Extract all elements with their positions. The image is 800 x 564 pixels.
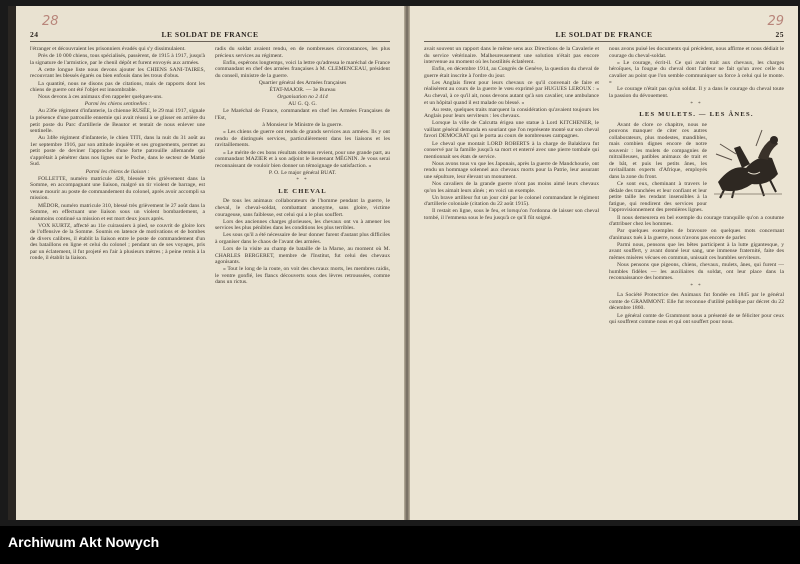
paragraph: FOLLETTE, numéro matricule 428, blessée très grièvement dans la Somme, en accompagnant une liaison, malgré un tir violent de barrage, est venue mourir au poste de commandement du colonel, après avoir accompli sa mission. <box>30 175 205 202</box>
paragraph: Les sous qu'il a été nécessaire de leur donner furent d'autant plus difficiles à organiser dans le chaos de l'avant des armées. <box>215 232 390 245</box>
paragraph: De tous les animaux collaborateurs de l'homme pendant la guerre, le cheval, le cheval-soldat, combattant anonyme, sans gloire, victime courageuse, sans faiblesse, est celui qui a le plus souffert. <box>215 198 390 218</box>
paragraph: nous avons puisé les documents qui précèdent, nous affirme et nous dédiait le courage du cheval-soldat. <box>609 46 784 59</box>
letter-addressee: à Monsieur le Ministre de la guerre. <box>262 122 343 129</box>
paragraph: MÉDOR, numéro matricule 310, blessé très grièvement le 27 août dans la Somme, en effectuant une liaison sous un violent bombardement, a néanmoins continué sa mission et est mort deux jours après. <box>30 202 205 222</box>
paragraph: « Le mérite de ces bons résultats obtenus revient, pour une grande part, au commandant MAZIER et à son adjoint le lieutenant MÉGNIN. Je vous serai reconnaissant de vouloir bien donner un témoignage de satisfaction. » <box>215 149 390 169</box>
paragraph: Au reste, quelques traits marquent la considération qu'avaient toujours les Anglais pour leurs serviteurs : les chevaux. <box>424 106 599 120</box>
left-page-number: 24 <box>30 30 39 39</box>
paragraph: Le courage n'était pas qu'un soldat. Il y a dans le courage du cheval toute la passion du dévouement. <box>609 86 784 100</box>
paragraph: Au 348e régiment d'infanterie, le chien TITI, dans la nuit du 31 août au 1er septembre 1916, par son attitude inquiète et ses grognements, permet au petit poste de deviner l'approche d'une forte patrouille allemande qui s'apprêtait à pénétrer dans nos lignes sur le Poche, dans le secteur de Mattie Sud. <box>30 135 205 168</box>
right-page <box>410 6 798 520</box>
left-running-title: LE SOLDAT DE FRANCE <box>161 30 259 39</box>
paragraph: Avant de clore ce chapitre, nous ne pouvons manquer de citer ces autres collaborateurs, plus modestes, mandibles, mais combien dignes encore de notre souvenir : les mulets de compagnies de mitrailleuses, patibles animaux de trait et de bât, et puis les petits ânes, les ravitaillants experts d'Afrique, employés dans la zone du front. <box>609 121 707 181</box>
subheading: Parmi les chiens de liaison : <box>85 168 150 175</box>
section-heading-mulets-anes: LES MULETS. — LES ÂNES. <box>639 111 754 119</box>
left-column-2 <box>215 46 390 510</box>
right-page-number: 25 <box>775 30 784 39</box>
paragraph: Près de 10 000 chiens, tous spécialisés, passèrent, de 1915 à 1917, jusqu'à la signature de l'armistice, par le chenil dépôt et furent envoyés aux armées. <box>30 53 205 66</box>
section-heading-le-cheval: LE CHEVAL <box>278 187 327 195</box>
paragraph: Lorsque la ville de Calcutta érigea une statue à Lord KITCHENER, le vaillant général demanda en souriant que l'on représente monté sur son cheval favori DEMOCRAT qui le porta au cours de nombreuses campagnes. <box>424 120 599 140</box>
section-ornament: * * <box>296 178 309 184</box>
paragraph: « Le courage, écrit-il. Ce qui avait trait aux chevaux, les charges héroïques, la fougue du cheval dont l'ardeur ne fait qu'un avec celle du cavalier au point que l'on semble communiquer sa force à celui qui le monte. » <box>609 59 784 86</box>
left-running-header <box>30 30 390 42</box>
paragraph: Ce sont eux, cheminant à travers le dédale des tranchées et leur confiant et leur petite taille les rendant insensibles à la fatigue, qui rendirent des services pour l'approvisionnement des premières lignes. <box>609 181 707 214</box>
paragraph: Le cheval que montait LORD ROBERTS à la charge de Balaklava fut conservé par la famille jusqu'à sa mort et enterré avec une pierre tombale qui mentionnait ses états de service. <box>424 140 599 160</box>
left-columns <box>30 46 390 510</box>
scanned-spread <box>8 6 794 520</box>
handwritten-page-number-right: 29 <box>767 14 784 29</box>
handwritten-page-number-left: 28 <box>42 14 59 29</box>
paragraph: avait souvent un rapport dans le même sens aux Directions de la Cavalerie et du service vétérinaire. Malheureusement une solution n'était pas encore intervenue au moment où les hostilités éclatèrent. <box>424 46 599 66</box>
left-column-1 <box>30 46 205 510</box>
paragraph: Les Anglais firent pour leurs chevaux ce qu'il convenait de faire et réalisèrent au cours de la guerre le vœu exprimé par HUGUES LEROUX : « Au cheval, à ce qu'il ait, nous devons autant qu'à son cavalier, une ambulance et un hôpital quand il est malade ou blessé. » <box>424 79 599 106</box>
paragraph: Nos cavaliers de la grande guerre n'ont pas moins aimé leurs chevaux qu'on les aimait leurs aînés ; en voici un exemple. <box>424 181 599 194</box>
letter-signature: P. O. Le major général BUAT. <box>268 169 337 176</box>
paragraph: l'étranger et découvraient les prisonniers évadés qui s'y dissimulaient. <box>30 46 186 52</box>
section-ornament: * * <box>690 101 703 107</box>
paragraph: Le général comte de Grammont nous a présenté de se féliciter pour ceux qui souffrent comme nous et qui ont souffert pour nous. <box>609 312 784 326</box>
paragraph: Nous pensons que pigeons, chiens, chevaux, mulets, ânes, qui furent — humbles fidèles — les auxiliaires du soldat, ont leur place dans la reconnaissance des hommes. <box>609 262 784 282</box>
paragraph: VOX KURTZ, affecté au 11e cuirassiers à pied, se couvrit de gloire lors de l'offensive de la Somme. Soumis en latence de motivations et de bombes de divers calibres, il établit la liaison entre le poste de commandement d'un des bataillons en ligne et celui du colonel ; pendant un de ses voyages, pris par un éclatement, il fut projeté en l'air à plusieurs mètres ; à peine remis à la ronde, il établit la liaison. <box>30 222 205 262</box>
paragraph: Lors de la visite au champ de bataille de la Marne, au moment où M. CHARLES BERGERET, membre de l'Institut, fut celui des chevaux agonisants. <box>215 246 390 266</box>
paragraph: « Les chiens de guerre ont rendu de grands services aux armées. Ils y ont rendu de distingués services, particulièrement dans les liaisons et les ravitaillements. <box>215 129 390 149</box>
paragraph: Il restait en ligne, sous le feu, et lorsqu'on l'ordonna de laisser son cheval tombé, il l'emmena sous le feu jusqu'à ce qu'il fût soigné. <box>424 208 599 222</box>
paragraph: A cette longue liste nous devons ajouter les CHIENS SANI-TAIRES, recouvrant les blessés égarés ou bien enfouis dans les trous d'obus. <box>30 66 205 80</box>
paragraph: La quantité, nous ne disons pas de citations, mais de rapports dont les chiens de guerre ont été l'objet est innombrable. <box>30 80 205 94</box>
subheading: Parmi les chiens sentinelles : <box>84 101 151 108</box>
right-column-2 <box>609 46 784 510</box>
war-horse-illustration <box>712 124 784 200</box>
paragraph: La Société Protectrice des Animaux fut fondée en 1845 par le général comte de GRAMMONT. Elle fut reconnue d'utilité publique par décret du 22 décembre 1860. <box>609 292 784 312</box>
paragraph: Au 236e régiment d'infanterie, la chienne RUSÉE, le 29 mai 1917, signale la présence d'une patrouille ennemie qui avait réussi à se glisser en arrière du petit poste du Parc d'artillerie de Beautor et tentait de nous enlever une sentinelle. <box>30 108 205 135</box>
section-ornament: * * <box>690 283 703 289</box>
right-running-title: LE SOLDAT DE FRANCE <box>555 30 653 39</box>
paragraph: Nous devons à ces animaux d'en rappeler quelques-uns. <box>38 94 163 101</box>
letter-reference: Organisation no 2 414 <box>277 94 328 101</box>
paragraph: radis du soldat avaient rendu, en de nombreuses circonstances, les plus précieux services au régiment. <box>215 46 390 59</box>
right-columns <box>424 46 784 510</box>
paragraph: Un brave artilleur fut un jour cité par le colonel commandant le régiment d'artillerie coloniale (citation du 22 août 1915). <box>424 194 599 208</box>
right-running-header <box>424 30 784 42</box>
paragraph: Enfin, en décembre 1914, au Congrès de Genève, la question du cheval de guerre était inscrite à l'ordre du jour. <box>424 66 599 79</box>
letter-header: Quartier général des Armées françaises <box>258 79 347 86</box>
left-page <box>16 6 404 520</box>
letter-header: AU G. Q. G. <box>288 101 317 108</box>
paragraph: Lors des anciennes charges glorieuses, les chevaux ont vu à amener les services les plus pénibles dans les conditions les plus terribles. <box>215 218 390 232</box>
paragraph: Par quelques exemples de bravoure on quelques mots concernant d'animaux tués à la guerre, nous n'avons pas encore de parler. <box>609 228 784 241</box>
archive-watermark-label: Archiwum Akt Nowych <box>8 534 160 550</box>
paragraph: Parmi nous, pensons que les bêtes participent à la lutte gigantesque, y avant souffert, y avant donné leur sang, une immense fraternité, faite des mêmes misères vécues en commun, unissait ces humbles serviteurs. <box>609 241 784 261</box>
paragraph: Il nous demeurera en bel exemple du courage tranquille qu'on a coutume d'attribuer chez les hommes. <box>609 214 784 228</box>
right-column-1 <box>424 46 599 510</box>
paragraph: Nous avons tous vu que les Japonais, après la guerre de Mandchourie, ont rendu un hommage solennel aux chevaux morts pour la Patrie, leur assurant une sépulture, leur élevant un monument. <box>424 160 599 180</box>
paragraph: « Tout le long de la route, on voit des chevaux morts, les membres raidis, le ventre gonflé, les flancs découverts sous des lèvres retroussées, comme dans un rictus. <box>215 266 390 286</box>
paragraph: Enfin, espérons longtemps, voici la lettre qu'adressa le maréchal de France commandant en chef des armées françaises à M. CLEMENCEAU, président du conseil, ministre de la guerre. <box>215 59 390 79</box>
paragraph: Le Maréchal de France, commandant en chef les Armées Françaises de l'Est, <box>215 108 390 122</box>
letter-header: ÉTAT-MAJOR. — 3e Bureau <box>269 87 336 94</box>
